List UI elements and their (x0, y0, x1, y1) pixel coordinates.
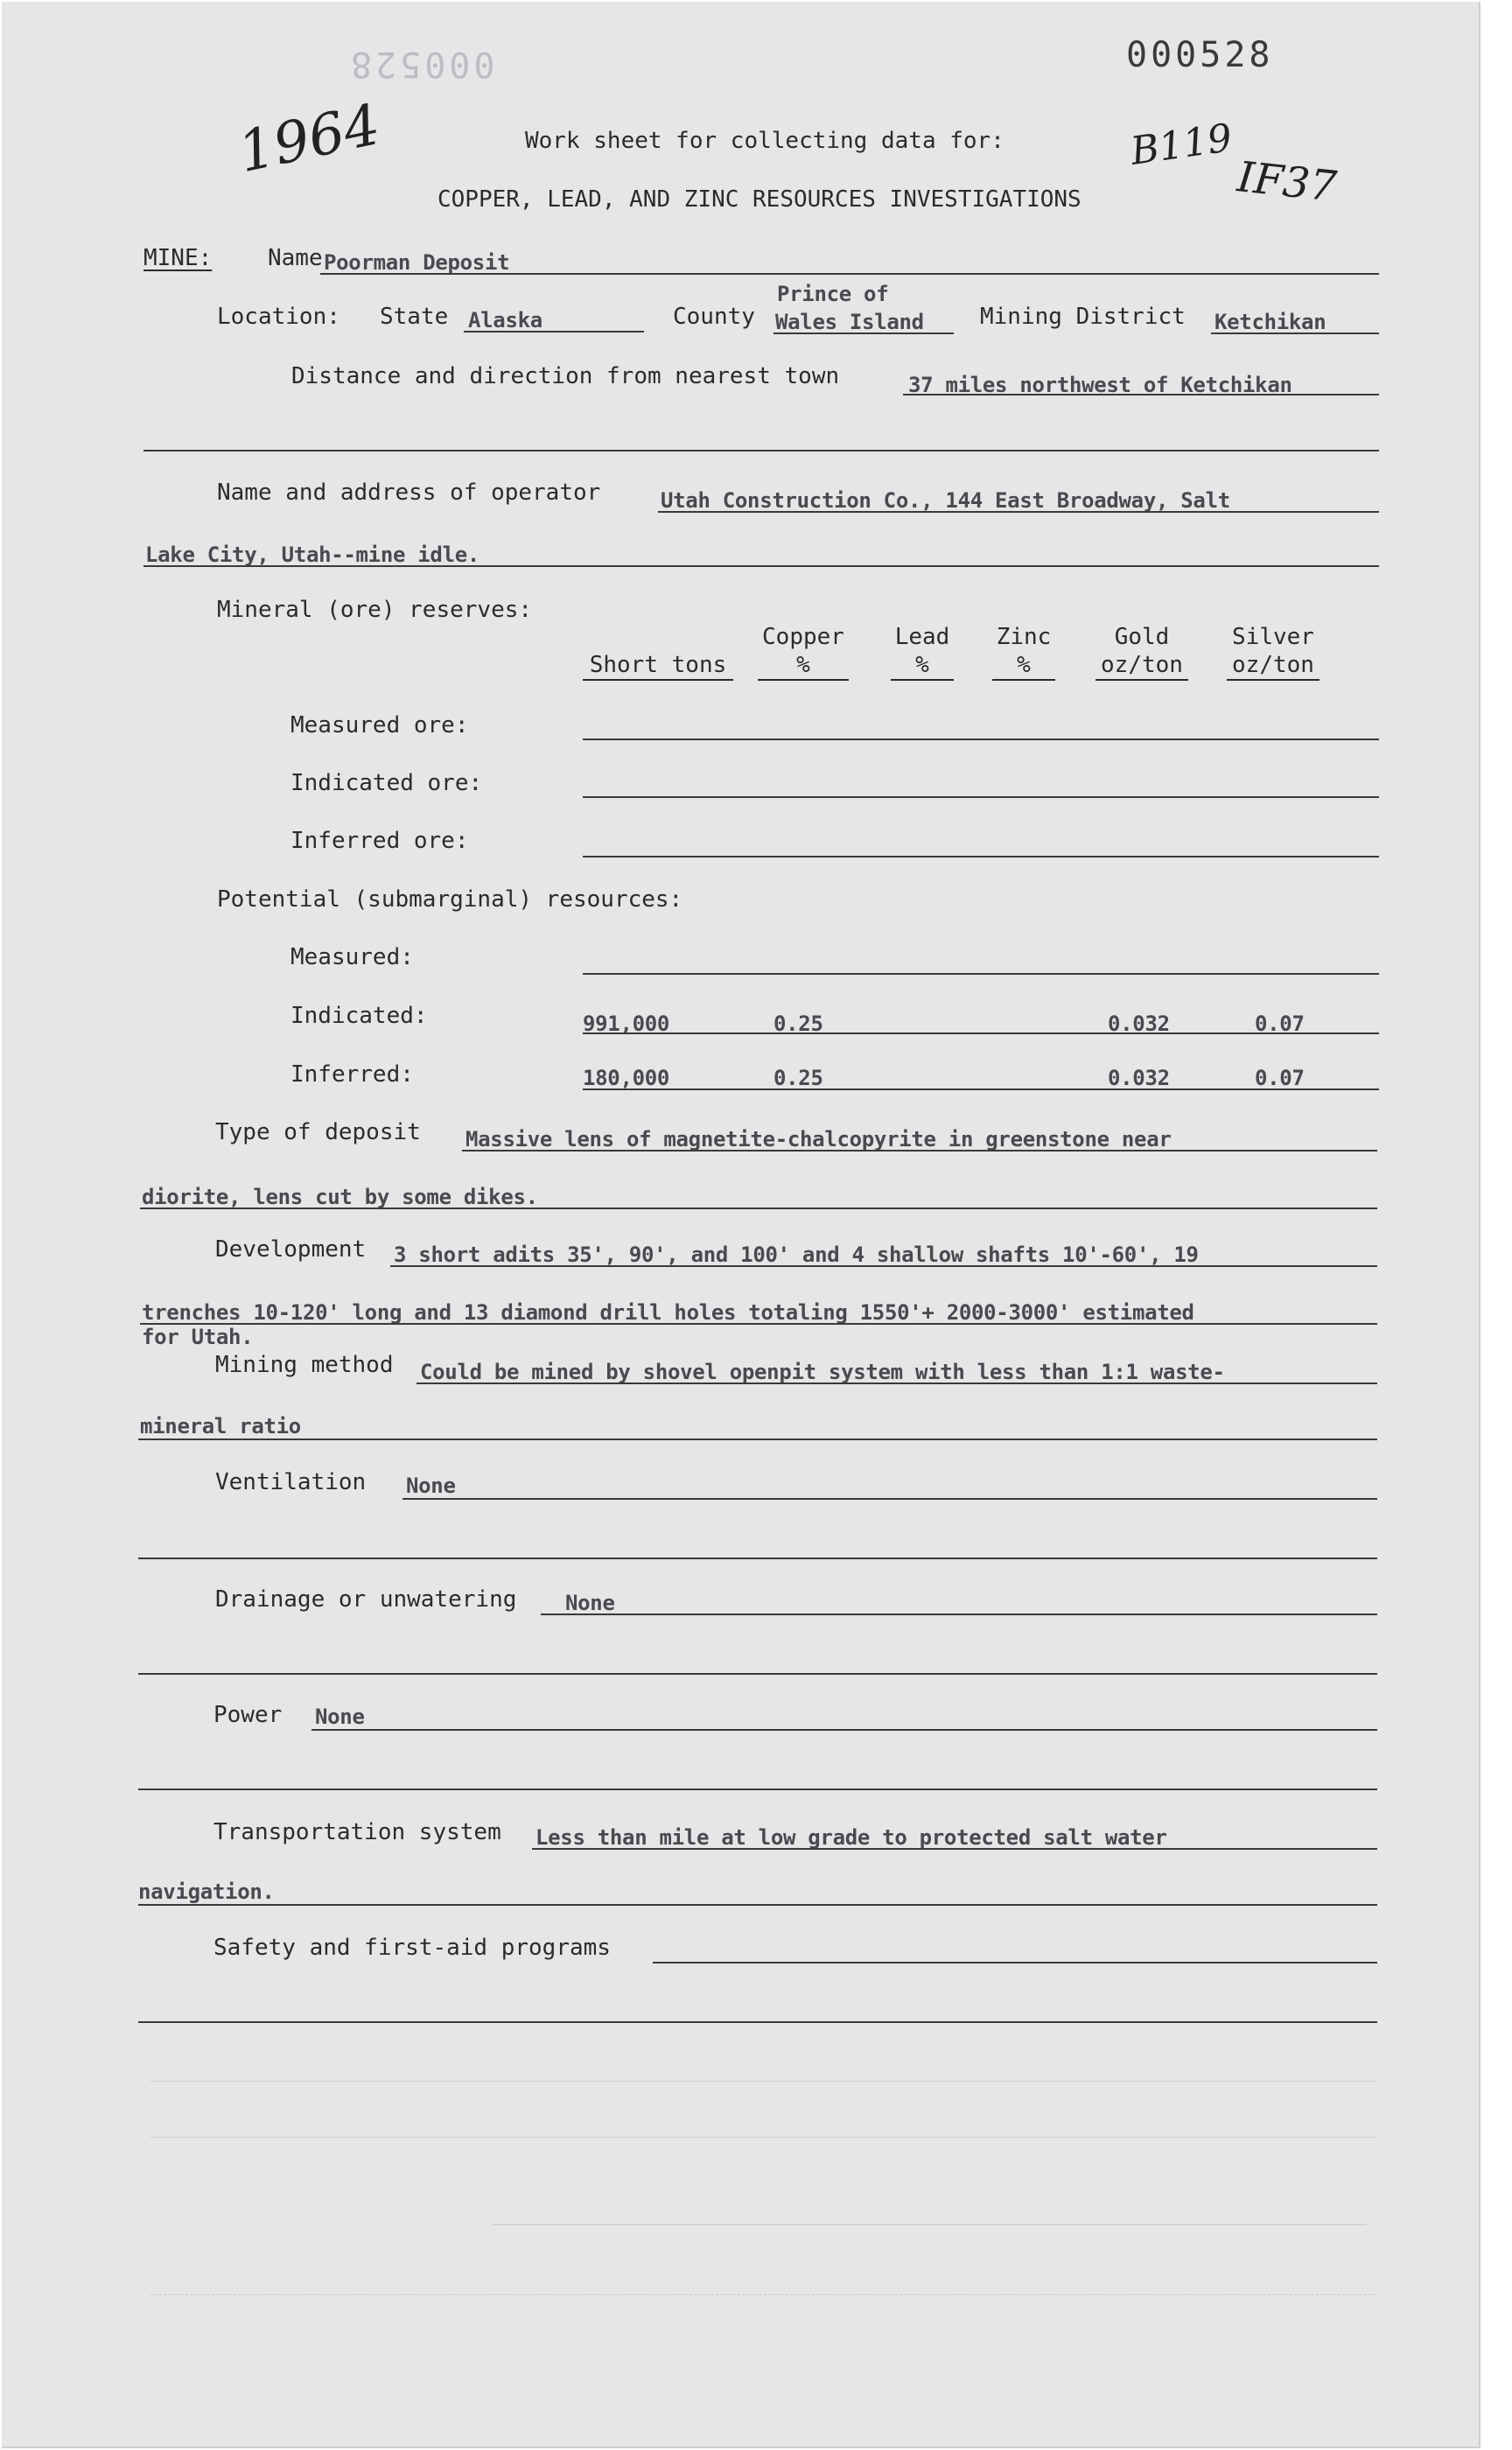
safety-line (653, 1962, 1377, 1964)
header-line-2: COPPER, LEAD, AND ZINC RESOURCES INVESTIGATIONS (438, 186, 1082, 213)
operator-value-line-2: Lake City, Utah--mine idle. (145, 542, 480, 567)
state-value: Alaska (468, 308, 542, 332)
drainage-line-2 (138, 1673, 1377, 1675)
county-line (774, 332, 954, 334)
distance-line (903, 394, 1379, 396)
safety-label: Safety and first-aid programs (214, 1935, 611, 1961)
indicated-silver: 0.07 (1255, 1012, 1305, 1036)
location-label: Location: (217, 304, 340, 330)
potential-indicated-line (583, 1032, 1379, 1034)
deposit-type-value-line-2: diorite, lens cut by some dikes. (142, 1185, 538, 1209)
indicated-short-tons: 991,000 (583, 1012, 670, 1036)
operator-label: Name and address of operator (217, 480, 601, 506)
handwritten-reference-1: B119 (1128, 116, 1236, 174)
deposit-type-line-1 (462, 1150, 1377, 1152)
distance-label: Distance and direction from nearest town (291, 363, 840, 389)
transportation-label: Transportation system (214, 1819, 501, 1845)
power-line (312, 1729, 1377, 1731)
potential-measured-label: Measured: (290, 944, 414, 970)
inferred-ore-label: Inferred ore: (290, 828, 469, 854)
mining-method-line-2 (138, 1438, 1377, 1440)
operator-value-line-1: Utah Construction Co., 144 East Broadway, Salt (661, 488, 1230, 513)
county-value-line-1: Prince of (777, 282, 889, 306)
faint-rule (492, 2224, 1367, 2225)
document-number-stamp: 000528 (1126, 35, 1274, 75)
inferred-copper: 0.25 (774, 1066, 823, 1090)
county-value-line-2: Wales Island (775, 310, 924, 334)
column-silver: Silver oz/ton (1227, 623, 1320, 681)
mine-name-value: Poorman Deposit (324, 250, 510, 275)
potential-inferred-line (583, 1088, 1379, 1090)
deposit-type-value-line-1: Massive lens of magnetite-chalcopyrite in greenstone near (466, 1127, 1172, 1152)
ventilation-line (402, 1498, 1377, 1500)
development-line-1 (390, 1265, 1377, 1267)
drainage-value: None (565, 1591, 615, 1615)
mining-method-value-line-1: Could be mined by shovel openpit system with less than 1:1 waste- (420, 1360, 1225, 1384)
transportation-line-2 (138, 1904, 1377, 1906)
column-short-tons: Short tons (583, 623, 733, 681)
handwritten-reference-2: IF37 (1235, 152, 1339, 212)
potential-inferred-label: Inferred: (290, 1061, 414, 1088)
transportation-value-line-1: Less than mile at low grade to protected salt water (536, 1825, 1167, 1850)
potential-measured-line (583, 973, 1379, 975)
development-value-line-3: for Utah. (142, 1325, 254, 1349)
worksheet-page (2, 2, 1480, 2448)
mining-method-line-1 (416, 1382, 1377, 1384)
safety-line-2 (138, 2021, 1377, 2023)
development-value-line-2: trenches 10-120' long and 13 diamond drill holes totaling 1550'+ 2000-3000' estimated (142, 1300, 1194, 1325)
mine-name-line (320, 273, 1379, 275)
development-line-2 (140, 1323, 1377, 1325)
mining-district-line (1211, 332, 1379, 334)
potential-indicated-label: Indicated: (290, 1003, 428, 1029)
inferred-silver: 0.07 (1255, 1066, 1305, 1090)
inferred-ore-line (583, 856, 1379, 858)
mineral-reserves-title: Mineral (ore) reserves: (217, 597, 533, 623)
column-zinc: Zinc % (992, 623, 1055, 681)
header-line-1: Work sheet for collecting data for: (525, 128, 1004, 154)
inferred-short-tons: 180,000 (583, 1066, 670, 1090)
indicated-gold: 0.032 (1108, 1012, 1170, 1036)
ventilation-label: Ventilation (215, 1469, 367, 1495)
deposit-type-line-2 (140, 1208, 1377, 1209)
mining-method-value-line-2: mineral ratio (140, 1414, 301, 1438)
measured-ore-label: Measured ore: (290, 712, 469, 738)
column-lead: Lead % (891, 623, 954, 681)
power-line-2 (138, 1788, 1377, 1790)
indicated-ore-line (583, 796, 1379, 798)
power-label: Power (214, 1702, 283, 1728)
operator-line-2 (144, 565, 1379, 567)
state-line (464, 331, 644, 332)
measured-ore-line (583, 738, 1379, 740)
mine-name-label: Name (268, 245, 323, 271)
mining-district-label: Mining District (980, 304, 1186, 330)
column-copper: Copper % (758, 623, 849, 681)
mining-method-label: Mining method (215, 1352, 394, 1378)
deposit-type-label: Type of deposit (215, 1119, 421, 1145)
handwritten-year: 1964 (233, 92, 386, 186)
distance-value: 37 miles northwest of Ketchikan (908, 373, 1292, 397)
potential-resources-title: Potential (submarginal) resources: (217, 886, 683, 913)
indicated-copper: 0.25 (774, 1012, 823, 1036)
faint-rule (150, 2137, 1376, 2138)
column-gold: Gold oz/ton (1096, 623, 1188, 681)
transportation-value-line-2: navigation. (138, 1880, 275, 1904)
mine-label: MINE: (144, 245, 213, 271)
indicated-ore-label: Indicated ore: (290, 770, 483, 796)
operator-line-1 (658, 511, 1379, 513)
drainage-line (541, 1614, 1377, 1615)
drainage-label: Drainage or unwatering (215, 1586, 517, 1613)
power-value: None (315, 1704, 365, 1729)
transportation-line-1 (532, 1848, 1377, 1850)
faint-rule (150, 2294, 1376, 2295)
county-label: County (673, 304, 755, 330)
development-value-line-1: 3 short adits 35', 90', and 100' and 4 shallow shafts 10'-60', 19 (394, 1242, 1199, 1267)
state-label: State (380, 304, 449, 330)
inferred-gold: 0.032 (1108, 1066, 1170, 1090)
ventilation-value: None (406, 1474, 456, 1498)
distance-line-2 (144, 450, 1379, 452)
faint-rule (150, 2081, 1376, 2082)
bleed-through-stamp: 000528 (347, 44, 495, 84)
mining-district-value: Ketchikan (1214, 310, 1326, 334)
development-label: Development (215, 1236, 367, 1263)
ventilation-line-2 (138, 1558, 1377, 1559)
